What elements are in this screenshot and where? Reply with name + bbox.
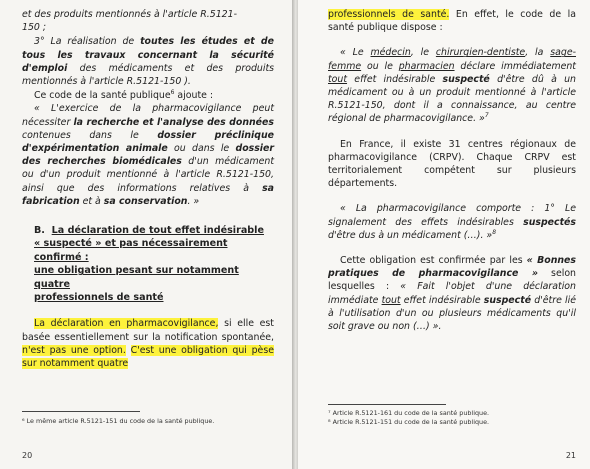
highlighted-text: n'est pas une option.: [22, 344, 126, 356]
intro-paragraph: professionnels de santé. En effet, le code de la santé publique dispose :: [328, 9, 577, 34]
footnote-rule: [22, 411, 140, 412]
highlighted-text: professionnels de santé.: [328, 9, 450, 20]
highlighted-text: La déclaration en pharmacovigilance,: [34, 318, 219, 330]
section-heading-b: B. La déclaration de tout effet indésirable « suspecté » et pas nécessairement confirmé : une obligation pesant sur notamment quatre professionnels de santé: [34, 225, 264, 304]
text-line: 150 ;: [22, 22, 47, 34]
right-page: [298, 0, 590, 469]
paragraph-point-3: 3° La réalisation de toutes les études et de tous les travaux concernant la sécurité d'emploi des médicaments et des produits mentionnés à l'article R.5121-150 ).: [22, 36, 274, 88]
footnote-7: ⁷ Article R.5121-161 du code de la santé publique.: [328, 409, 490, 417]
highlighted-text: C'est une obligation qui pèse sur notamment quatre: [22, 344, 274, 370]
quote-pharmacovigilance-comporte: « La pharmacovigilance comporte : 1° Le signalement des effets indésirables suspectés d'être dus à un médicament (…). »$^8$: [328, 203, 576, 241]
text-line: et des produits mentionnés à l'article R.5121-: [22, 9, 237, 20]
footnote-rule: [328, 404, 446, 405]
quote-pharmacovigilance: « L'exercice de la pharmacovigilance peut nécessiter la recherche et l'analyse des données contenues dans le dossier préclinique d'expérimentation animale ou dans le dossier des recherches biomédicales d'un médicament ou d'un produit mentionné à l'article R.5121-150, ainsi que des informations relatives à sa fabrication et à sa conservation. »: [22, 103, 274, 207]
left-page: [0, 0, 292, 469]
right-page-body: [328, 8, 576, 333]
left-page-body: [22, 8, 274, 370]
quote-declaration: « Le médecin, le chirurgien-dentiste, la sage-femme ou le pharmacien déclare immédiatement tout effet indésirable suspecté d'être dû à un médicament ou à un produit mentionné à l'article R.5121-150, dont il a connaissance, au centre régional de pharmacovigilance. »$^7$: [328, 47, 576, 125]
continued-text: [22, 8, 274, 34]
footnote-8: ⁸ Article R.5121-151 du code de la santé publique.: [328, 418, 490, 426]
page-number: 21: [565, 451, 576, 460]
footnote-6: ⁶ Le même article R.5121-151 du code de la santé publique.: [22, 417, 215, 425]
code-intro: Ce code de la santé publique$^6$ ajoute :: [34, 89, 214, 102]
declaration-paragraph: La déclaration en pharmacovigilance, si elle est basée essentiellement sur la notification spontanée, n'est pas une option. C'est une obligation qui pèse sur notamment quatre: [22, 318, 274, 370]
crpv-paragraph: En France, il existe 31 centres régionaux de pharmacovigilance (CRPV). Chaque CRPV est territorialement compétent sur plusieurs départements.: [328, 138, 576, 190]
page-number: 20: [22, 451, 33, 460]
bonnes-pratiques-paragraph: Cette obligation est confirmée par les « Bonnes pratiques de pharmacovigilance » selon lesquelles : « Fait l'objet d'une déclaration immédiate tout effet indésirable suspecté d'être lié à l'utilisation d'un ou plusieurs médicaments qu'il soit grave ou non (…) ».: [328, 255, 576, 333]
